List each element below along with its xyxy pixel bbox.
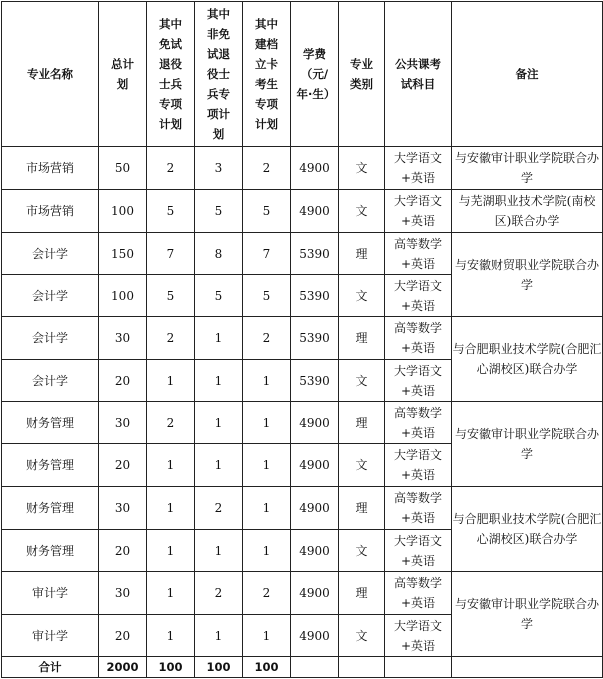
cell-major: 会计学 [2,360,99,402]
cell-exam: 大学语文+英语 [385,360,452,402]
totals-empty-tuition [291,657,339,678]
cell-note: 与安徽审计职业学院联合办学 [452,147,603,190]
table-row [2,402,603,444]
cell-major: 市场营销 [2,190,99,233]
cell-tuition: 5390 [291,233,339,275]
cell-major: 财务管理 [2,444,99,487]
cell-tuition: 4900 [291,487,339,530]
cell-note: 与安徽审计职业学院联合办学 [452,402,603,487]
cell-exam: 大学语文+英语 [385,615,452,657]
table-row [2,317,603,360]
cell-poverty: 1 [243,360,291,402]
cell-total: 100 [99,190,147,233]
cell-exam: 高等数学+英语 [385,572,452,615]
cell-major: 会计学 [2,275,99,317]
cell-exempt: 1 [147,487,195,530]
header-total: 总计划 [99,2,147,147]
cell-exam: 高等数学+英语 [385,233,452,275]
cell-category: 理 [339,487,385,530]
cell-exempt: 1 [147,360,195,402]
cell-exempt: 2 [147,402,195,444]
cell-note: 与安徽审计职业学院联合办学 [452,572,603,657]
cell-exempt: 2 [147,147,195,190]
cell-poverty: 5 [243,190,291,233]
cell-major: 财务管理 [2,530,99,572]
cell-nonexempt: 1 [195,530,243,572]
cell-exempt: 5 [147,275,195,317]
cell-total: 20 [99,360,147,402]
totals-poverty: 100 [243,657,291,678]
cell-tuition: 5390 [291,360,339,402]
cell-nonexempt: 5 [195,190,243,233]
cell-nonexempt: 1 [195,360,243,402]
cell-major: 审计学 [2,572,99,615]
cell-nonexempt: 5 [195,275,243,317]
cell-category: 文 [339,615,385,657]
cell-poverty: 1 [243,615,291,657]
cell-total: 30 [99,317,147,360]
cell-poverty: 1 [243,487,291,530]
cell-note: 与安徽财贸职业学院联合办学 [452,233,603,317]
cell-major: 会计学 [2,233,99,275]
cell-category: 理 [339,402,385,444]
cell-major: 财务管理 [2,402,99,444]
totals-total: 2000 [99,657,147,678]
header-row [2,2,603,147]
cell-poverty: 5 [243,275,291,317]
cell-total: 20 [99,444,147,487]
cell-exam: 大学语文+英语 [385,530,452,572]
cell-total: 30 [99,402,147,444]
table-row [2,190,603,233]
cell-category: 文 [339,530,385,572]
cell-category: 文 [339,360,385,402]
cell-exam: 大学语文+英语 [385,275,452,317]
cell-category: 文 [339,275,385,317]
cell-exempt: 5 [147,190,195,233]
cell-category: 理 [339,233,385,275]
cell-exempt: 2 [147,317,195,360]
header-exempt-soldier: 其中免试退役士兵专项计划 [147,2,195,147]
cell-exempt: 1 [147,444,195,487]
cell-note: 与合肥职业技术学院(合肥汇心湖校区)联合办学 [452,317,603,402]
header-major: 专业名称 [2,2,99,147]
cell-tuition: 4900 [291,444,339,487]
header-nonexempt-soldier: 其中非免试退役士兵专项计划 [195,2,243,147]
cell-exam: 大学语文+英语 [385,147,452,190]
cell-tuition: 4900 [291,615,339,657]
header-category: 专业类别 [339,2,385,147]
cell-exempt: 1 [147,530,195,572]
header-notes: 备注 [452,2,603,147]
cell-nonexempt: 2 [195,572,243,615]
cell-category: 文 [339,147,385,190]
cell-tuition: 4900 [291,530,339,572]
cell-exam: 高等数学+英语 [385,402,452,444]
cell-total: 20 [99,530,147,572]
cell-total: 30 [99,487,147,530]
cell-poverty: 1 [243,444,291,487]
table-row [2,147,603,190]
cell-total: 50 [99,147,147,190]
cell-category: 文 [339,444,385,487]
cell-total: 30 [99,572,147,615]
cell-major: 市场营销 [2,147,99,190]
header-tuition: 学费（元/年·生） [291,2,339,147]
cell-nonexempt: 3 [195,147,243,190]
cell-tuition: 5390 [291,275,339,317]
cell-major: 财务管理 [2,487,99,530]
enrollment-plan-table [1,1,603,678]
cell-exempt: 1 [147,615,195,657]
cell-total: 100 [99,275,147,317]
cell-category: 文 [339,190,385,233]
totals-empty-notes [452,657,603,678]
cell-tuition: 4900 [291,190,339,233]
totals-empty-exam [385,657,452,678]
cell-nonexempt: 1 [195,317,243,360]
cell-nonexempt: 1 [195,444,243,487]
cell-poverty: 2 [243,572,291,615]
cell-exam: 高等数学+英语 [385,487,452,530]
cell-tuition: 5390 [291,317,339,360]
cell-category: 理 [339,317,385,360]
table-row [2,487,603,530]
cell-major: 会计学 [2,317,99,360]
cell-poverty: 2 [243,317,291,360]
cell-total: 150 [99,233,147,275]
totals-label: 合计 [2,657,99,678]
totals-exempt: 100 [147,657,195,678]
cell-poverty: 2 [243,147,291,190]
cell-nonexempt: 1 [195,615,243,657]
cell-poverty: 1 [243,530,291,572]
cell-note: 与合肥职业技术学院(合肥汇心湖校区)联合办学 [452,487,603,572]
header-exam: 公共课考试科目 [385,2,452,147]
table-row [2,572,603,615]
totals-nonexempt: 100 [195,657,243,678]
totals-empty-category [339,657,385,678]
cell-tuition: 4900 [291,402,339,444]
cell-exam: 大学语文+英语 [385,190,452,233]
cell-nonexempt: 8 [195,233,243,275]
cell-nonexempt: 2 [195,487,243,530]
cell-exam: 大学语文+英语 [385,444,452,487]
header-poverty: 其中建档立卡考生专项计划 [243,2,291,147]
cell-exempt: 7 [147,233,195,275]
table-row [2,233,603,275]
cell-tuition: 4900 [291,147,339,190]
cell-note: 与芜湖职业技术学院(南校区)联合办学 [452,190,603,233]
cell-category: 理 [339,572,385,615]
cell-poverty: 7 [243,233,291,275]
cell-exam: 高等数学+英语 [385,317,452,360]
cell-major: 审计学 [2,615,99,657]
cell-poverty: 1 [243,402,291,444]
cell-exempt: 1 [147,572,195,615]
totals-row [2,657,603,678]
cell-tuition: 4900 [291,572,339,615]
cell-nonexempt: 1 [195,402,243,444]
cell-total: 20 [99,615,147,657]
